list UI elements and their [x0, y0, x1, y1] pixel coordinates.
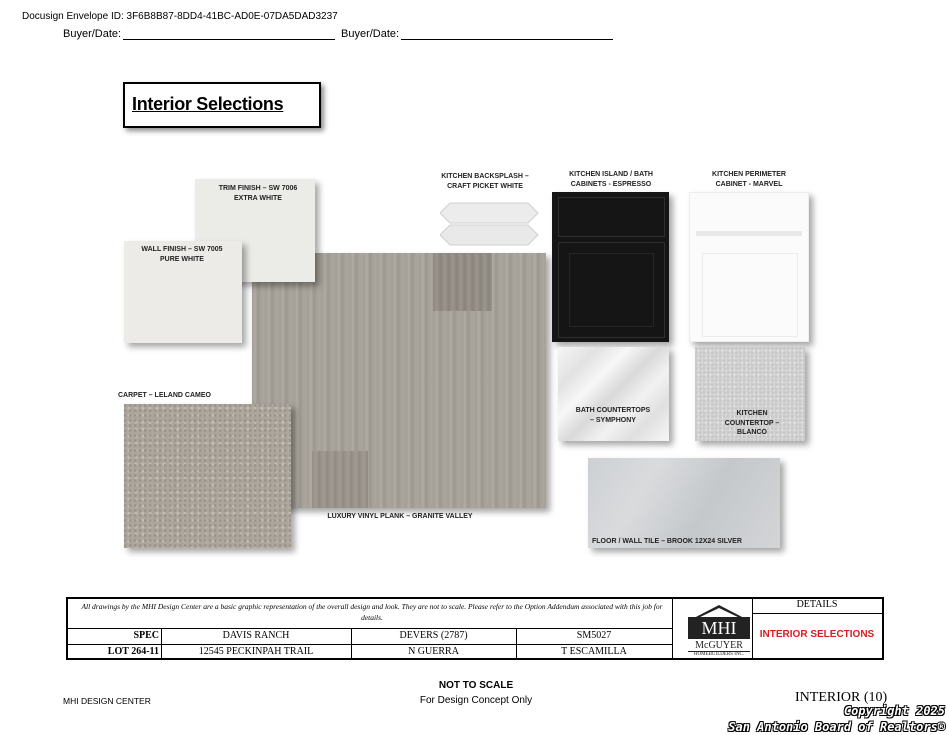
carpet-swatch	[124, 404, 291, 548]
lvp-plank-detail	[312, 451, 368, 508]
island-swatch	[552, 192, 669, 342]
island-label: KITCHEN ISLAND / BATH CABINETS - ESPRESSO	[569, 171, 653, 188]
perimeter-swatch	[689, 192, 809, 342]
perimeter-label: KITCHEN PERIMETER CABINET - MARVEL	[712, 171, 786, 188]
carpet-label: CARPET – LELAND CAMEO	[118, 392, 211, 399]
envelope-id: Docusign Envelope ID: 3F6B8B87-8DD4-41BC-AD0E-07DA5DAD3237	[22, 11, 338, 22]
wall-label: WALL FINISH – SW 7005 PURE WHITE	[141, 246, 223, 263]
spec-plan: DEVERS (2787)	[399, 630, 468, 641]
logo-mhi: MHI	[688, 617, 750, 639]
design-concept: For Design Concept Only	[419, 695, 533, 706]
page-number: INTERIOR (10)	[795, 690, 888, 705]
buyer-date-label: Buyer/Date:	[341, 28, 400, 40]
page-title: Interior Selections	[132, 94, 284, 114]
logo-mcguyer: McGUYER	[695, 640, 743, 651]
buyer-signature-line	[401, 29, 613, 40]
logo-sub: HOMEBUILDERS INC.	[688, 651, 750, 657]
not-to-scale: NOT TO SCALE	[438, 680, 514, 691]
details-label: DETAILS	[796, 599, 838, 610]
lot-address: 12545 PECKINPAH TRAIL	[198, 646, 314, 657]
spec-label: SPEC	[133, 630, 159, 641]
buyer-signature-line	[123, 29, 335, 40]
lvp-swatch	[252, 253, 546, 508]
lot-label: LOT 264-11	[107, 646, 159, 657]
lot-person-1: N GUERRA	[408, 646, 459, 657]
buyer-date-label: Buyer/Date:	[63, 28, 122, 40]
backsplash-label: KITCHEN BACKSPLASH – CRAFT PICKET WHITE	[441, 173, 529, 190]
cabinet-panel	[702, 253, 798, 337]
selections-title-box	[123, 82, 321, 128]
lvp-label: LUXURY VINYL PLANK – GRANITE VALLEY	[327, 513, 473, 520]
lot-person-2: T ESCAMILLA	[561, 646, 627, 657]
kitchen-countertop-label: KITCHEN COUNTERTOP – BLANCO	[724, 410, 780, 436]
spec-code: SM5027	[576, 630, 612, 641]
buyer-date-1[interactable]	[63, 28, 335, 40]
cabinet-door	[558, 242, 665, 338]
details-value: INTERIOR SELECTIONS	[759, 629, 875, 640]
cabinet-drawer	[558, 197, 665, 237]
title-block	[66, 597, 884, 660]
realtors-watermark: San Antonio Board of Realtors®	[728, 720, 945, 734]
mcguyer-logo	[688, 603, 750, 658]
bath-countertop-label: BATH COUNTERTOPS – SYMPHONY	[575, 407, 651, 424]
lvp-plank-detail	[433, 253, 492, 311]
trim-label: TRIM FINISH – SW 7006 EXTRA WHITE	[218, 185, 298, 202]
design-center-label: MHI DESIGN CENTER	[63, 696, 151, 706]
tile-label: FLOOR / WALL TILE – BROOK 12X24 SILVER	[592, 538, 742, 545]
backsplash-swatch	[440, 202, 540, 246]
copyright-watermark: Copyright 2025	[843, 704, 945, 718]
spec-community: DAVIS RANCH	[222, 630, 290, 641]
cabinet-rail	[696, 231, 802, 236]
bath-countertop-swatch	[558, 347, 669, 441]
tile-swatch	[588, 458, 780, 548]
buyer-date-2[interactable]	[341, 28, 613, 40]
disclaimer-text: All drawings by the MHI Design Center are a basic graphic representation of the overall design and look. They are not to scale. Please refer to the Option Addendum associated with this job for details.	[81, 602, 663, 622]
